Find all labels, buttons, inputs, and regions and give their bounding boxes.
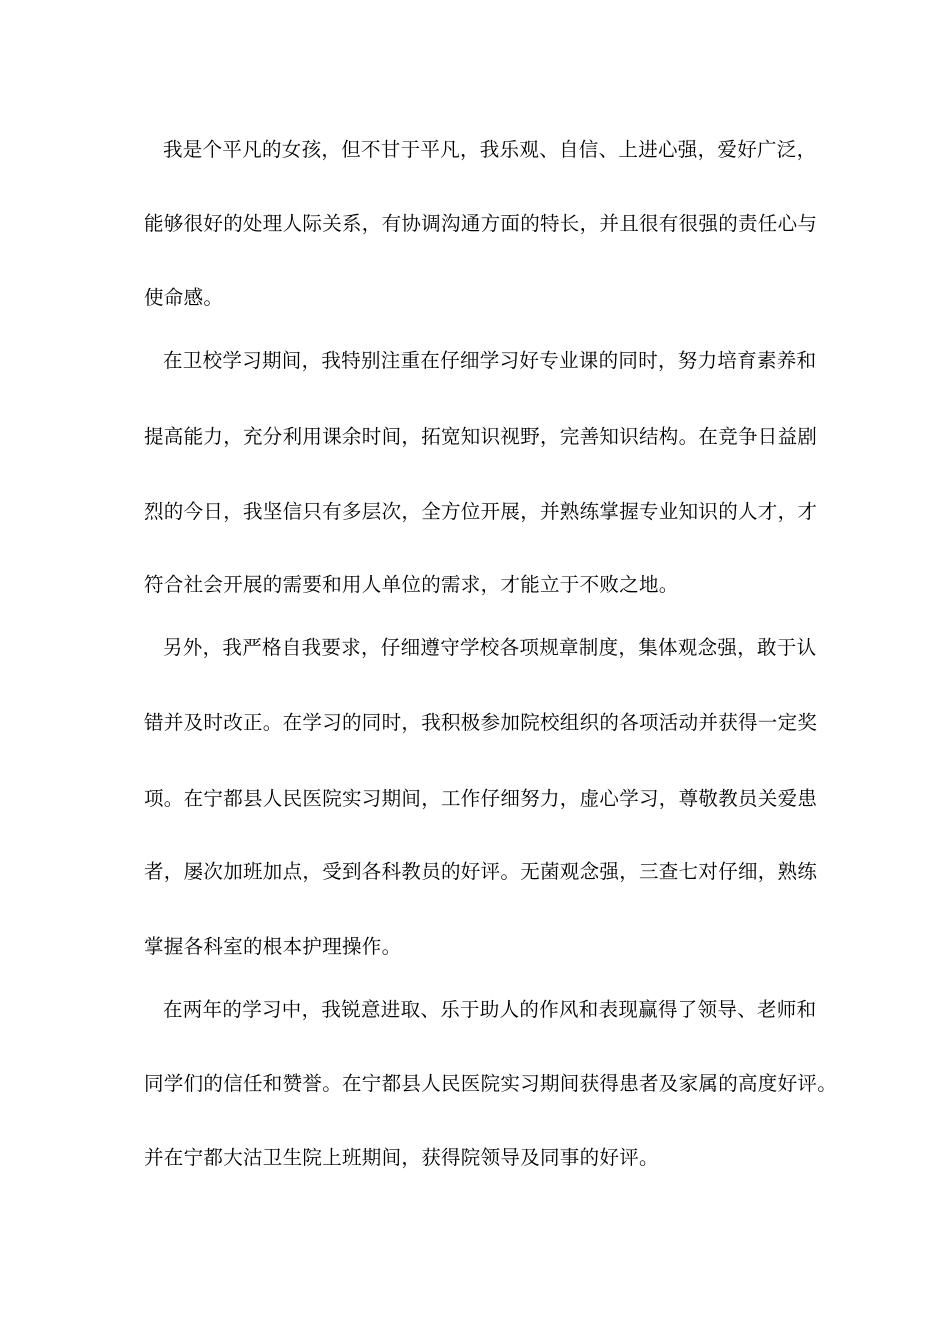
- text-line: 并在宁都大沽卫生院上班期间，获得院领导及同事的好评。: [144, 1146, 659, 1169]
- text-line: 符合社会开展的需要和用人单位的需求，才能立于不败之地。: [144, 573, 679, 596]
- text-line: 掌握各科室的根本护理操作。: [144, 935, 402, 958]
- text-line: 烈的今日，我坚信只有多层次，全方位开展，并熟练掌握专业知识的人才，才: [144, 500, 818, 523]
- text-line: 提高能力，充分利用课余时间，拓宽知识视野，完善知识结构。在竞争日益剧: [144, 425, 818, 448]
- text-line: 我是个平凡的女孩，但不甘于平凡，我乐观、自信、上进心强，爱好广泛，: [163, 138, 817, 161]
- text-line: 另外，我严格自我要求，仔细遵守学校各项规章制度，集体观念强，敢于认: [163, 636, 817, 659]
- text-line: 在两年的学习中，我锐意进取、乐于助人的作风和表现赢得了领导、老师和: [163, 998, 817, 1021]
- text-line: 能够很好的处理人际关系，有协调沟通方面的特长，并且很有很强的责任心与: [144, 212, 818, 235]
- text-line: 错并及时改正。在学习的同时，我积极参加院校组织的各项活动并获得一定奖: [144, 711, 818, 734]
- text-line: 同学们的信任和赞誉。在宁都县人民医院实习期间获得患者及家属的高度好评。: [144, 1072, 838, 1095]
- text-line: 项。在宁都县人民医院实习期间，工作仔细努力，虚心学习，尊敬教员关爱患: [144, 787, 818, 810]
- text-line: 使命感。: [144, 286, 224, 309]
- text-line: 在卫校学习期间，我特别注重在仔细学习好专业课的同时，努力培育素养和: [163, 349, 817, 372]
- text-line: 者，屡次加班加点，受到各科教员的好评。无菌观念强，三查七对仔细，熟练: [144, 860, 818, 883]
